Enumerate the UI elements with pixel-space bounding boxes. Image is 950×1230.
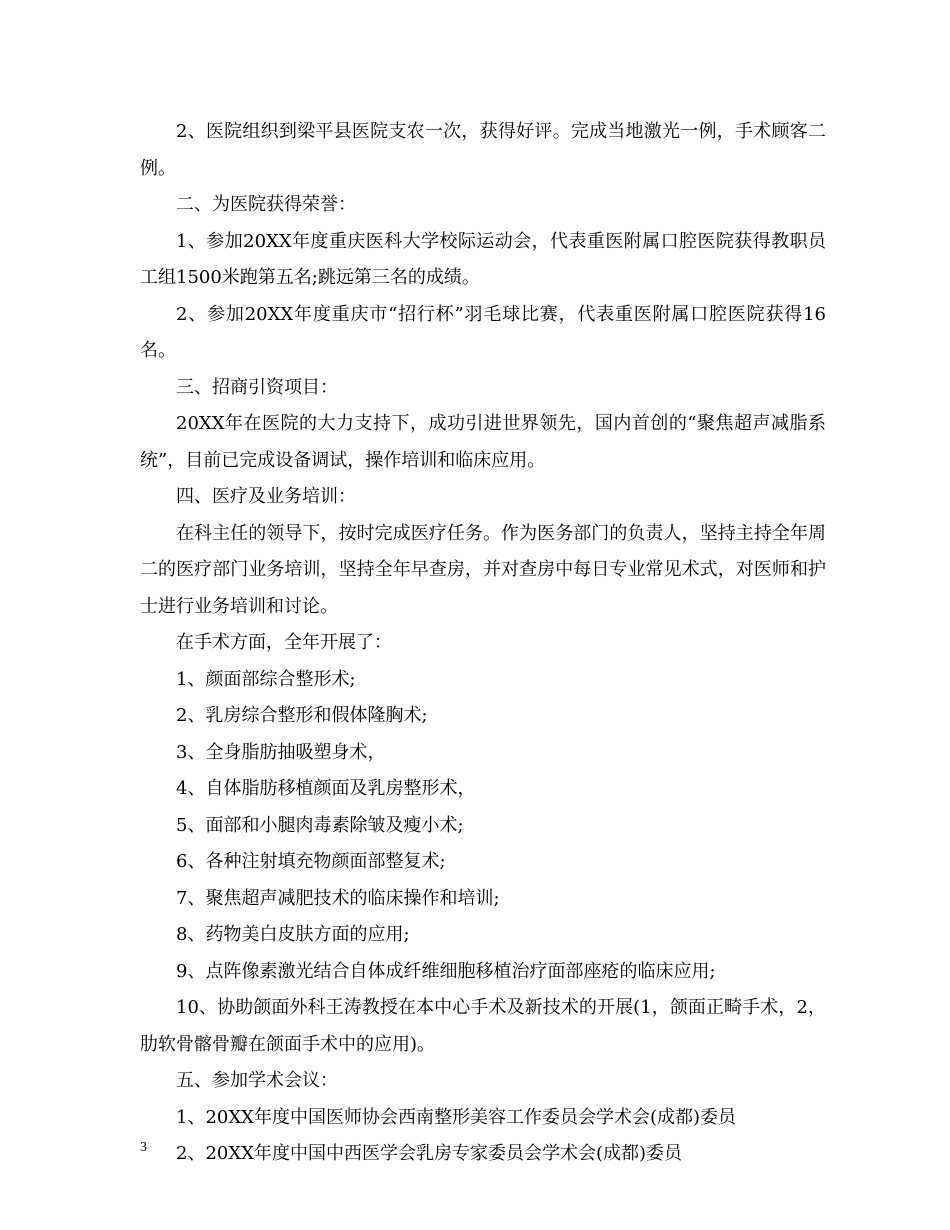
list-item: 1、颜面部综合整形术; bbox=[176, 668, 356, 690]
paragraph: 2、参加20XX年度重庆市“招行杯”羽毛球比赛，代表重医附属口腔医院获得16名。 bbox=[140, 303, 826, 361]
list-item: 9、点阵像素激光结合自体成纤维细胞移植治疗面部座疮的临床应用; bbox=[176, 960, 716, 982]
paragraph: 在手术方面，全年开展了： bbox=[176, 632, 392, 653]
paragraph: 1、参加20XX年度重庆医科大学校际运动会，代表重医附属口腔医院获得教职员工组1500米跑第五名;跳远第三名的成绩。 bbox=[140, 230, 826, 288]
page-number: 3 bbox=[140, 1140, 147, 1155]
paragraph: 20XX年在医院的大力支持下，成功引进世界领先，国内首创的“聚焦超声减脂系统”，目前已完成设备调试，操作培训和临床应用。 bbox=[140, 413, 826, 471]
list-item: 10、协助颌面外科王涛教授在本中心手术及新技术的开展(1，颌面正畸手术，2，肋软骨髂骨瓣在颌面手术中的应用)。 bbox=[140, 997, 826, 1055]
list-item: 7、聚焦超声减肥技术的临床操作和培训; bbox=[176, 887, 500, 909]
list-item: 2、20XX年度中国中西医学会乳房专家委员会学术会(成都)委员 bbox=[176, 1143, 683, 1164]
paragraph: 2、医院组织到梁平县医院支农一次，获得好评。完成当地激光一例，手术顾客二例。 bbox=[140, 121, 826, 179]
list-item: 8、药物美白皮肤方面的应用; bbox=[176, 924, 410, 945]
list-item: 2、乳房综合整形和假体隆胸术; bbox=[176, 705, 428, 726]
section-heading: 二、为医院获得荣誉： bbox=[176, 194, 356, 215]
list-item: 4、自体脂肪移植颜面及乳房整形术， bbox=[176, 778, 476, 799]
section-heading: 四、医疗及业务培训： bbox=[176, 486, 356, 507]
list-item: 1、20XX年度中国医师协会西南整形美容工作委员会学术会(成都)委员 bbox=[176, 1106, 737, 1128]
list-item: 5、面部和小腿肉毒素除皱及瘦小术; bbox=[176, 814, 464, 836]
document-body bbox=[140, 114, 826, 1173]
section-heading: 五、参加学术会议： bbox=[176, 1070, 338, 1091]
section-heading: 三、招商引资项目： bbox=[176, 376, 338, 398]
paragraph: 在科主任的领导下，按时完成医疗任务。作为医务部门的负责人，坚持主持全年周二的医疗部门业务培训，坚持全年早查房，并对查房中每日专业常见术式，对医师和护士进行业务培训和讨论。 bbox=[140, 522, 826, 617]
list-item: 6、各种注射填充物颜面部整复术; bbox=[176, 851, 446, 872]
list-item: 3、全身脂肪抽吸塑身术， bbox=[176, 741, 386, 763]
